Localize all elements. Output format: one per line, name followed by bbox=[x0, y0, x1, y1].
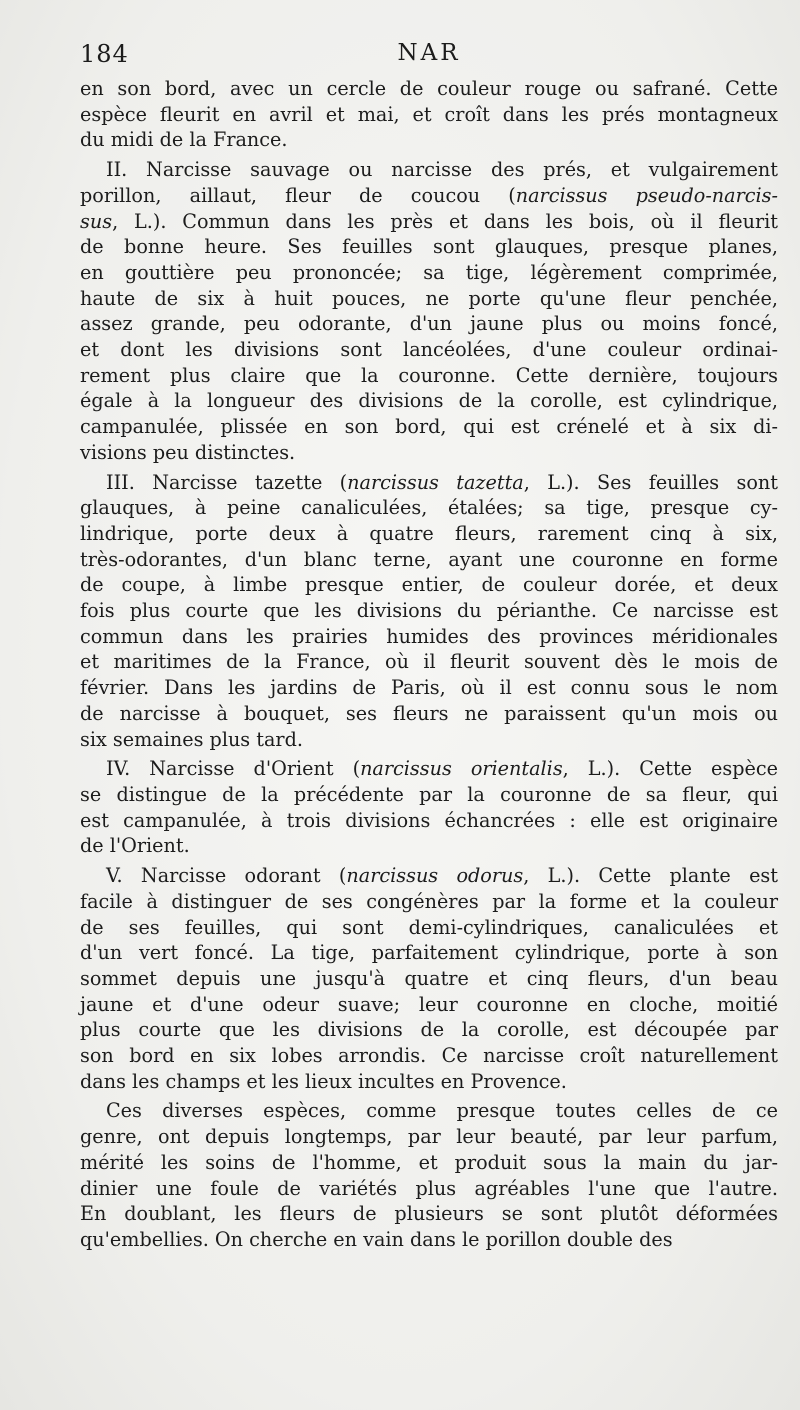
text-line: du midi de la France. bbox=[80, 128, 288, 152]
text-line: facile à distinguer de ses congénères par la forme et la couleur bbox=[80, 889, 778, 913]
text-line: dans les champs et les lieux incultes en Provence. bbox=[80, 1069, 567, 1093]
text-line: glauques, à peine canaliculées, étalées; sa tige, presque cy- bbox=[80, 496, 778, 520]
text-line: IV. Narcisse d'Orient (narcissus orientalis, L.). Cette espèce bbox=[106, 757, 778, 781]
text-line: de narcisse à bouquet, ses fleurs ne paraissent qu'un mois ou bbox=[80, 701, 778, 725]
paragraph bbox=[80, 863, 778, 1094]
paragraph bbox=[80, 470, 778, 753]
text-line: visions peu distinctes. bbox=[80, 440, 296, 464]
paragraph bbox=[80, 756, 778, 859]
paragraph bbox=[80, 1098, 778, 1252]
text-line: Ces diverses espèces, comme presque toutes celles de ce bbox=[106, 1099, 778, 1123]
text-line: égale à la longueur des divisions de la corolle, est cylindrique, bbox=[80, 389, 778, 413]
text-line: février. Dans les jardins de Paris, où il est connu sous le nom bbox=[80, 676, 778, 700]
text-line: campanulée, plissée en son bord, qui est crénelé et à six di- bbox=[80, 415, 778, 439]
text-line: sommet depuis une jusqu'à quatre et cinq fleurs, d'un beau bbox=[80, 966, 778, 990]
text-line: très-odorantes, d'un blanc terne, ayant une couronne en forme bbox=[80, 547, 778, 571]
text-line: III. Narcisse tazette (narcissus tazetta, L.). Ses feuilles sont bbox=[106, 470, 778, 494]
text-line: assez grande, peu odorante, d'un jaune plus ou moins foncé, bbox=[80, 312, 778, 336]
paragraph bbox=[80, 157, 778, 465]
text-line: sus, L.). Commun dans les près et dans les bois, où il fleurit bbox=[80, 209, 778, 233]
text-line: en son bord, avec un cercle de couleur rouge ou safrané. Cette bbox=[80, 77, 778, 100]
text-line: d'un vert foncé. La tige, parfaitement cylindrique, porte à son bbox=[80, 941, 778, 965]
body-text bbox=[80, 76, 778, 1253]
text-line: espèce fleurit en avril et mai, et croît dans les prés montagneux bbox=[80, 102, 778, 126]
text-line: En doublant, les fleurs de plusieurs se sont plutôt déformées bbox=[80, 1202, 778, 1226]
text-line: est campanulée, à trois divisions échancrées : elle est originaire bbox=[80, 808, 778, 832]
page-number: 184 bbox=[80, 40, 129, 68]
text-line: qu'embellies. On cherche en vain dans le porillon double des bbox=[80, 1227, 673, 1251]
text-line: et maritimes de la France, où il fleurit souvent dès le mois de bbox=[80, 650, 778, 674]
text-line: six semaines plus tard. bbox=[80, 727, 303, 751]
text-line: fois plus courte que les divisions du périanthe. Ce narcisse est bbox=[80, 599, 778, 623]
text-line: commun dans les prairies humides des provinces méridionales bbox=[80, 624, 778, 648]
text-line: et dont les divisions sont lancéolées, d'une couleur ordinai- bbox=[80, 338, 778, 362]
text-line: haute de six à huit pouces, ne porte qu'une fleur penchée, bbox=[80, 286, 778, 310]
text-line: se distingue de la précédente par la couronne de sa fleur, qui bbox=[80, 782, 778, 806]
text-line: genre, ont depuis longtemps, par leur beauté, par leur parfum, bbox=[80, 1125, 778, 1149]
paragraph bbox=[80, 76, 778, 153]
text-line: de bonne heure. Ses feuilles sont glauques, presque planes, bbox=[80, 235, 778, 259]
running-title: NAR bbox=[397, 40, 461, 66]
text-line: lindrique, porte deux à quatre fleurs, rarement cinq à six, bbox=[80, 521, 778, 545]
text-line: de l'Orient. bbox=[80, 834, 190, 858]
show-through bbox=[90, 1240, 740, 1280]
running-head bbox=[80, 40, 778, 76]
text-line: V. Narcisse odorant (narcissus odorus, L.). Cette plante est bbox=[106, 864, 778, 888]
text-line: son bord en six lobes arrondis. Ce narcisse croît naturellement bbox=[80, 1044, 778, 1068]
text-line: II. Narcisse sauvage ou narcisse des prés, et vulgairement bbox=[106, 158, 778, 182]
text-line: en gouttière peu prononcée; sa tige, légèrement comprimée, bbox=[80, 260, 778, 284]
text-line: porillon, aillaut, fleur de coucou (narcissus pseudo-narcis- bbox=[80, 183, 778, 207]
text-line: dinier une foule de variétés plus agréables l'une que l'autre. bbox=[80, 1176, 778, 1200]
text-line: plus courte que les divisions de la corolle, est découpée par bbox=[80, 1018, 778, 1042]
text-line: mérité les soins de l'homme, et produit sous la main du jar- bbox=[80, 1150, 778, 1174]
text-line: de coupe, à limbe presque entier, de couleur dorée, et deux bbox=[80, 573, 778, 597]
text-line: de ses feuilles, qui sont demi-cylindriques, canaliculées et bbox=[80, 915, 778, 939]
text-line: jaune et d'une odeur suave; leur couronne en cloche, moitié bbox=[80, 992, 778, 1016]
text-line: rement plus claire que la couronne. Cette dernière, toujours bbox=[80, 363, 778, 387]
